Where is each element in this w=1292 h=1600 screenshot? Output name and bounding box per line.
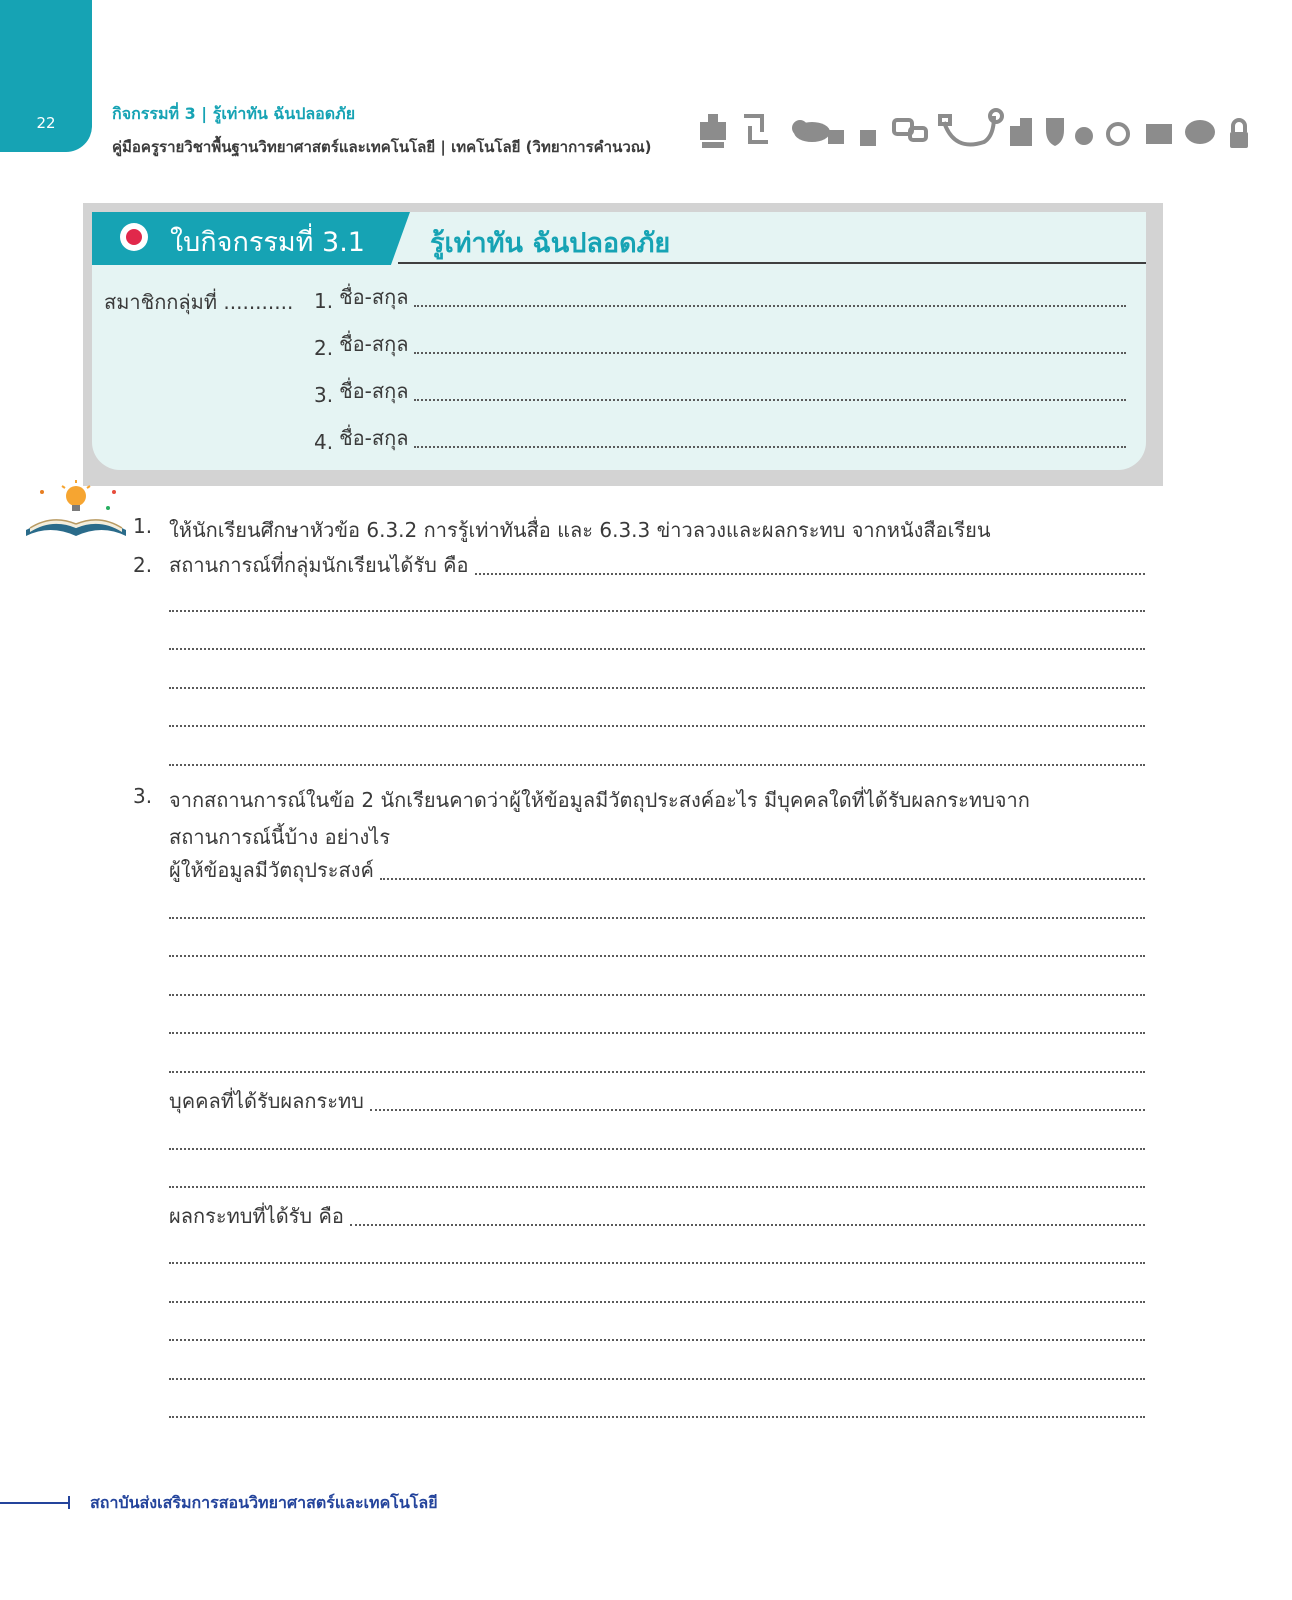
question-2-number: 2. (133, 553, 153, 577)
impact-answer-field[interactable] (169, 1204, 1145, 1232)
footer-institution: สถาบันส่งเสริมการสอนวิทยาศาสตร์และเทคโนโลยี (90, 1493, 438, 1512)
sync-people-icon (744, 116, 768, 142)
alarm-clock-icon (1108, 124, 1128, 144)
open-book-lightbulb-icon (22, 478, 130, 548)
member-number: 3. (314, 383, 334, 407)
activity-sheet-title: รู้เท่าทัน ฉันปลอดภัย (430, 228, 671, 259)
square-icon (860, 130, 876, 146)
shield-icon (1046, 118, 1064, 146)
answer-line[interactable] (169, 1378, 1145, 1380)
page-number: 22 (36, 114, 56, 132)
member-name-label: ชื่อ-สกุล (339, 426, 409, 450)
money-icon (1146, 124, 1172, 144)
group-number-field[interactable]: สมาชิกกลุ่มที่ ........... (104, 290, 294, 314)
question-3-number: 3. (133, 784, 153, 808)
answer-line[interactable] (169, 1148, 1145, 1150)
purpose-label: ผู้ให้ข้อมูลมีวัตถุประสงค์ (169, 858, 374, 882)
fill-in-line[interactable] (414, 352, 1126, 354)
member-number: 4. (314, 430, 334, 454)
fill-in-line[interactable] (350, 1224, 1145, 1226)
computer-network-icon (700, 114, 726, 148)
affected-persons-label: บุคคลที่ได้รับผลกระทบ (169, 1089, 364, 1113)
fill-in-line[interactable] (475, 573, 1145, 575)
title-underline (398, 262, 1146, 264)
answer-line[interactable] (169, 1416, 1145, 1418)
answer-line[interactable] (169, 994, 1145, 996)
member-name-label: ชื่อ-สกุล (339, 285, 409, 309)
fill-in-line[interactable] (380, 878, 1145, 880)
answer-line[interactable] (169, 955, 1145, 957)
bullet-icon (120, 223, 148, 251)
answer-line[interactable] (169, 1301, 1145, 1303)
member-name-label: ชื่อ-สกุล (339, 332, 409, 356)
footer-rule (0, 1502, 68, 1504)
member-3-field[interactable] (314, 379, 1126, 407)
question-3-text-line-2: สถานการณ์นี้บ้าง อย่างไร (169, 825, 391, 849)
question-1-text: ให้นักเรียนศึกษาหัวข้อ 6.3.2 การรู้เท่าทันสื่อ และ 6.3.3 ข่าวลวงและผลกระทบ จากหนังสือเรียน (169, 518, 991, 542)
technology-icon-strip (700, 108, 1262, 156)
member-number: 2. (314, 336, 334, 360)
answer-line[interactable] (169, 1339, 1145, 1341)
answer-line[interactable] (169, 1186, 1145, 1188)
answer-line[interactable] (169, 917, 1145, 919)
answer-line[interactable] (169, 648, 1145, 650)
member-number: 1. (314, 289, 334, 313)
fill-in-line[interactable] (370, 1109, 1145, 1111)
activity-header: กิจกรรมที่ 3 | รู้เท่าทัน ฉันปลอดภัย (112, 104, 356, 123)
member-2-field[interactable] (314, 332, 1126, 360)
fill-in-line[interactable] (414, 446, 1126, 448)
lock-icon (1230, 120, 1248, 148)
footer-rule-tick (68, 1496, 70, 1509)
question-3-text-line-1: จากสถานการณ์ในข้อ 2 นักเรียนคาดว่าผู้ให้ข้อมูลมีวัตถุประสงค์อะไร มีบุคคลใดที่ได้รับผลกระทบจาก (169, 788, 1030, 812)
fill-in-line[interactable] (414, 399, 1126, 401)
question-1-number: 1. (133, 514, 153, 538)
purpose-answer-field[interactable] (169, 858, 1145, 886)
activity-sheet-number: ใบกิจกรรมที่ 3.1 (170, 227, 365, 258)
answer-line[interactable] (169, 1032, 1145, 1034)
speech-bubble-icon (1185, 120, 1215, 144)
chat-search-icon (894, 120, 926, 140)
answer-line[interactable] (169, 687, 1145, 689)
cloud-network-icon (792, 120, 844, 144)
answer-line[interactable] (169, 1262, 1145, 1264)
impact-label: ผลกระทบที่ได้รับ คือ (169, 1204, 344, 1228)
book-title-header: คู่มือครูรายวิชาพื้นฐานวิทยาศาสตร์และเทคโนโลยี | เทคโนโลยี (วิทยาการคำนวณ) (112, 138, 652, 156)
question-2-text: สถานการณ์ที่กลุ่มนักเรียนได้รับ คือ (169, 553, 469, 577)
fill-in-line[interactable] (414, 305, 1126, 307)
question-2-answer-field[interactable] (169, 553, 1145, 581)
cable-icon (940, 110, 1002, 145)
answer-line[interactable] (169, 1071, 1145, 1073)
answer-line[interactable] (169, 764, 1145, 766)
devices-icon (1010, 118, 1032, 146)
affected-persons-field[interactable] (169, 1089, 1145, 1117)
member-1-field[interactable] (314, 285, 1126, 313)
phone-icon (1075, 127, 1093, 145)
answer-line[interactable] (169, 725, 1145, 727)
member-name-label: ชื่อ-สกุล (339, 379, 409, 403)
answer-line[interactable] (169, 610, 1145, 612)
member-4-field[interactable] (314, 426, 1126, 454)
